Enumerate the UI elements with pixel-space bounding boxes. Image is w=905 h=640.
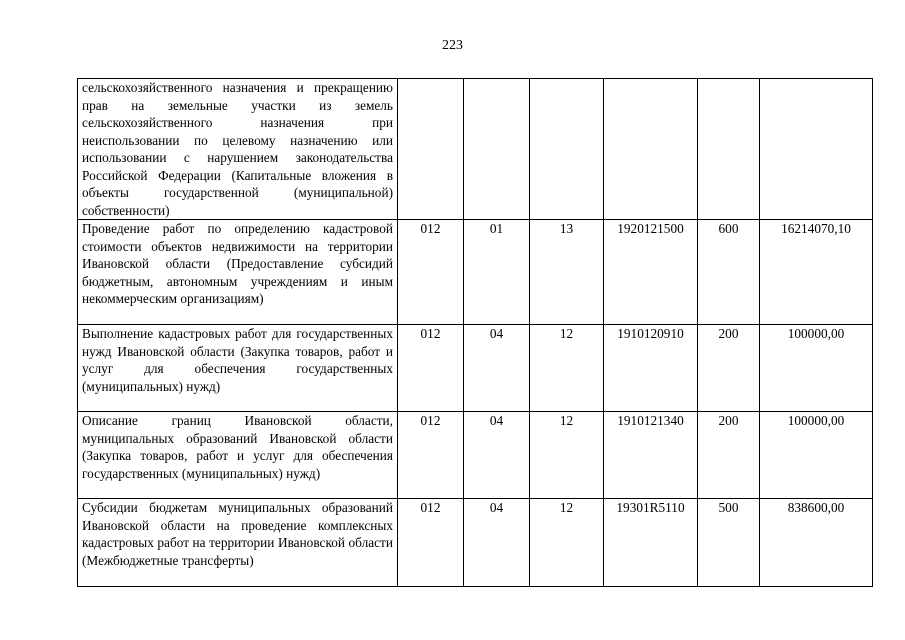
- section-code: [464, 79, 530, 220]
- table-row: [78, 220, 873, 325]
- ministry-code: [398, 79, 464, 220]
- expense-type-code: 600: [698, 220, 760, 325]
- row-description: Субсидии бюджетам муниципальных образований Ивановской области на проведение комплексных кадастровых работ на территории Ивановской области (Межбюджетные трансферты): [78, 499, 398, 587]
- target-article-code: 1920121500: [604, 220, 698, 325]
- amount: 16214070,10: [760, 220, 873, 325]
- row-description: сельскохозяйственного назначения и прекращению прав на земельные участки из земель сельскохозяйственного назначения при неиспользовании по целевому назначению или использовании с нарушением законодательства Российской Федерации (Капитальные вложения в объекты государственной (муниципальной) собственности): [78, 79, 398, 220]
- subsection-code: 13: [530, 220, 604, 325]
- budget-table: [77, 78, 873, 587]
- table-row: [78, 79, 873, 220]
- row-description: Описание границ Ивановской области, муниципальных образований Ивановской области (Закупка товаров, работ и услуг для обеспечения государственных (муниципальных) нужд): [78, 412, 398, 499]
- amount: 100000,00: [760, 325, 873, 412]
- section-code: 01: [464, 220, 530, 325]
- subsection-code: 12: [530, 325, 604, 412]
- expense-type-code: 200: [698, 412, 760, 499]
- subsection-code: 12: [530, 412, 604, 499]
- expense-type-code: 500: [698, 499, 760, 587]
- target-article-code: 19301R5110: [604, 499, 698, 587]
- table-row: [78, 499, 873, 587]
- row-description: Выполнение кадастровых работ для государственных нужд Ивановской области (Закупка товаров, работ и услуг для обеспечения государственных (муниципальных) нужд): [78, 325, 398, 412]
- target-article-code: [604, 79, 698, 220]
- page-number: 223: [442, 38, 463, 53]
- ministry-code: 012: [398, 499, 464, 587]
- ministry-code: 012: [398, 325, 464, 412]
- target-article-code: 1910120910: [604, 325, 698, 412]
- expense-type-code: 200: [698, 325, 760, 412]
- row-description: Проведение работ по определению кадастровой стоимости объектов недвижимости на территории Ивановской области (Предоставление субсидий бюджетным, автономным учреждениям и иным некоммерческим организациям): [78, 220, 398, 325]
- section-code: 04: [464, 499, 530, 587]
- subsection-code: 12: [530, 499, 604, 587]
- ministry-code: 012: [398, 220, 464, 325]
- section-code: 04: [464, 412, 530, 499]
- ministry-code: 012: [398, 412, 464, 499]
- table-row: [78, 412, 873, 499]
- section-code: 04: [464, 325, 530, 412]
- expense-type-code: [698, 79, 760, 220]
- amount: 100000,00: [760, 412, 873, 499]
- subsection-code: [530, 79, 604, 220]
- table-row: [78, 325, 873, 412]
- target-article-code: 1910121340: [604, 412, 698, 499]
- amount: [760, 79, 873, 220]
- amount: 838600,00: [760, 499, 873, 587]
